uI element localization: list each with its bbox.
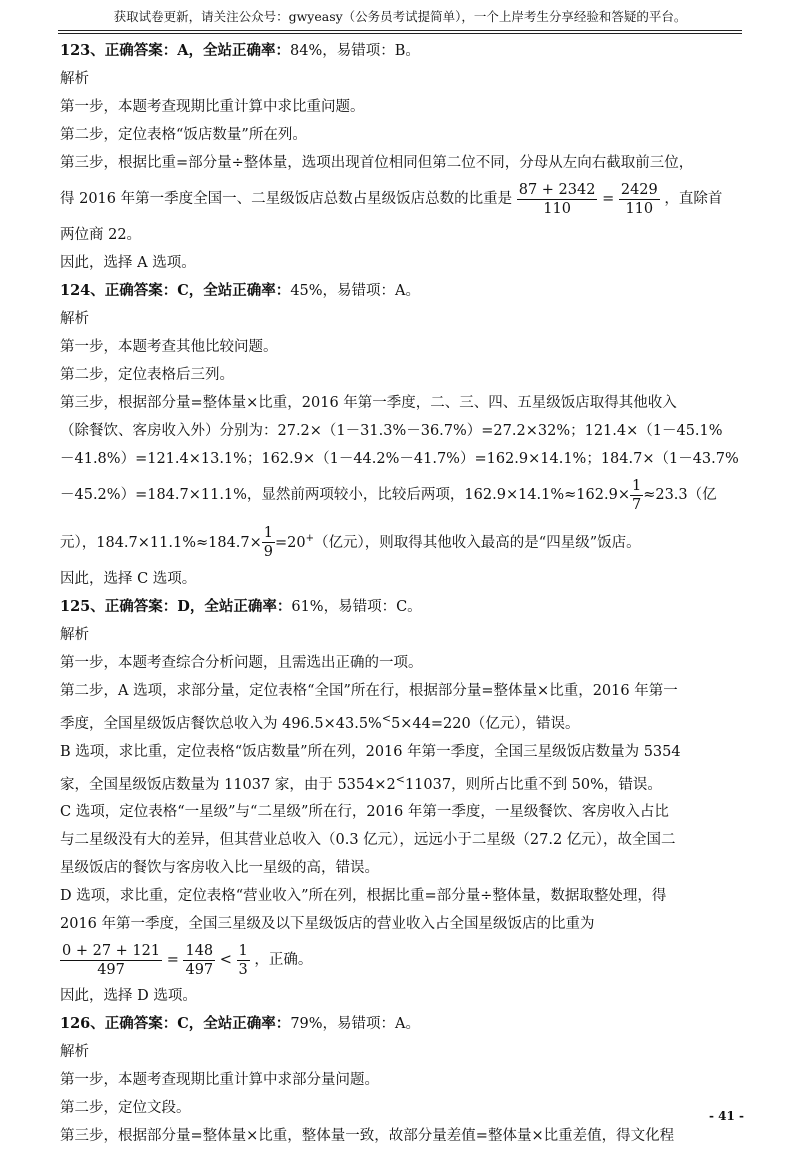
paragraph: 第一步，本题考查综合分析问题，且需选出正确的一项。 bbox=[60, 654, 423, 671]
header-rule bbox=[58, 30, 742, 31]
paragraph-with-fraction: －45.2%）=184.7×11.1%，显然前两项较小，比较后两项，162.9×14.1%≈162.9× $\frac{1}{7}$ ≈23.3（亿 bbox=[60, 477, 717, 513]
paragraph: D 选项，求比重，定位表格“营业收入”所在列，根据比重=部分量÷整体量，数据取整处理，得 bbox=[60, 888, 667, 905]
document-body bbox=[60, 37, 744, 1150]
paragraph: 解析 bbox=[60, 626, 89, 643]
paragraph: －41.8%）=121.4×13.1%；162.9×（1－44.2%－41.7%）=162.9×14.1%；184.7×（1－43.7% bbox=[60, 451, 739, 467]
question-126-heading: 126、正确答案：C，全站正确率：79%，易错项：A。 bbox=[60, 1015, 421, 1033]
header-rule-thin bbox=[58, 33, 742, 34]
fraction: $\frac{1}{9}$ bbox=[263, 525, 274, 561]
page-number: - 41 - bbox=[708, 1109, 744, 1123]
paragraph: 两位商 22。 bbox=[60, 227, 142, 243]
fraction: $\frac{148}{497}$ bbox=[185, 942, 214, 978]
paragraph: 第一步，本题考查其他比较问题。 bbox=[60, 339, 278, 355]
paragraph: 因此，选择 C 选项。 bbox=[60, 570, 197, 587]
paragraph: 第一步，本题考查现期比重计算中求部分量问题。 bbox=[60, 1072, 379, 1089]
paragraph: 2016 年第一季度，全国三星级及以下星级饭店的营业收入占全国星级饭店的比重为 bbox=[60, 916, 595, 933]
paragraph: 第二步，定位文段。 bbox=[60, 1100, 191, 1117]
paragraph: C 选项，定位表格“一星级”与“二星级”所在行，2016 年第一季度，一星级餐饮、客房收入占比 bbox=[60, 804, 669, 821]
paragraph: 解析 bbox=[60, 71, 89, 87]
paragraph: 第二步，A 选项，求部分量，定位表格“全国”所在行，根据部分量=整体量×比重，2016 年第一 bbox=[60, 682, 678, 699]
fraction: $\frac{2429}{110}$ bbox=[620, 181, 658, 217]
paragraph: 解析 bbox=[60, 1044, 89, 1061]
paragraph: 第三步，根据部分量=整体量×比重，整体量一致，故部分量差值=整体量×比重差值，得文化程 bbox=[60, 1128, 675, 1145]
paragraph: 解析 bbox=[60, 311, 89, 327]
paragraph: （除餐饮、客房收入外）分别为：27.2×（1－31.3%－36.7%）=27.2×32%；121.4×（1－45.1% bbox=[60, 423, 723, 439]
fraction: $\frac{0 + 27 + 121}{497}$ bbox=[62, 942, 161, 978]
question-123-heading: 123、正确答案：A，全站正确率：84%，易错项：B。 bbox=[60, 42, 420, 59]
fraction: $\frac{87 + 2342}{110}$ bbox=[518, 181, 596, 217]
paragraph: 星级饭店的餐饮与客房收入比一星级的高，错误。 bbox=[60, 860, 379, 877]
question-125-heading: 125、正确答案：D，全站正确率：61%，易错项：C。 bbox=[60, 597, 422, 615]
paragraph: 家，全国星级饭店数量为 11037 家，由于 5354×2<11037，则所占比重不到 50%，错误。 bbox=[60, 772, 662, 793]
paragraph-with-fraction: 元），184.7×11.1%≈184.7× $\frac{1}{9}$ =20+（亿元），则取得其他收入最高的是“四星级”饭店。 bbox=[60, 525, 641, 561]
paragraph: 第一步，本题考查现期比重计算中求比重问题。 bbox=[60, 99, 365, 115]
paragraph-with-fraction: 得 2016 年第一季度全国一、二星级饭店总数占星级饭店总数的比重是 $\frac{87 + 2342}{110}$ = $\frac{2429}{110}$ ，直除首 bbox=[60, 181, 723, 217]
paragraph: 与二星级没有大的差异，但其营业总收入（0.3 亿元），远远小于二星级（27.2 亿元），故全国二 bbox=[60, 832, 676, 849]
paragraph: 第二步，定位表格“饭店数量”所在列。 bbox=[60, 127, 307, 143]
question-124-heading: 124、正确答案：C，全站正确率：45%，易错项：A。 bbox=[60, 282, 421, 299]
paragraph: B 选项，求比重，定位表格“饭店数量”所在列，2016 年第一季度，全国三星级饭店数量为 5354 bbox=[60, 743, 681, 760]
page-header: 获取试卷更新，请关注公众号：gwyeasy（公务员考试提简单），一个上岸考生分享经验和答疑的平台。 bbox=[113, 9, 687, 24]
paragraph: 因此，选择 A 选项。 bbox=[60, 255, 196, 271]
paragraph: 第二步，定位表格后三列。 bbox=[60, 367, 234, 383]
paragraph: 第三步，根据部分量=整体量×比重，2016 年第一季度，二、三、四、五星级饭店取得其他收入 bbox=[60, 395, 677, 411]
fraction: $\frac{1}{3}$ bbox=[238, 942, 248, 978]
paragraph: 因此，选择 D 选项。 bbox=[60, 988, 197, 1005]
paragraph: 季度，全国星级饭店餐饮总收入为 496.5×43.5%<5×44=220（亿元），错误。 bbox=[60, 711, 580, 732]
fraction: $\frac{1}{7}$ bbox=[631, 477, 642, 513]
paragraph-with-fraction: $\frac{0 + 27 + 121}{497}$ = $\frac{148}{497}$ < $\frac{1}{3}$ ，正确。 bbox=[62, 942, 313, 978]
paragraph: 第三步，根据比重=部分量÷整体量，选项出现首位相同但第二位不同，分母从左向右截取前三位， bbox=[60, 155, 694, 171]
